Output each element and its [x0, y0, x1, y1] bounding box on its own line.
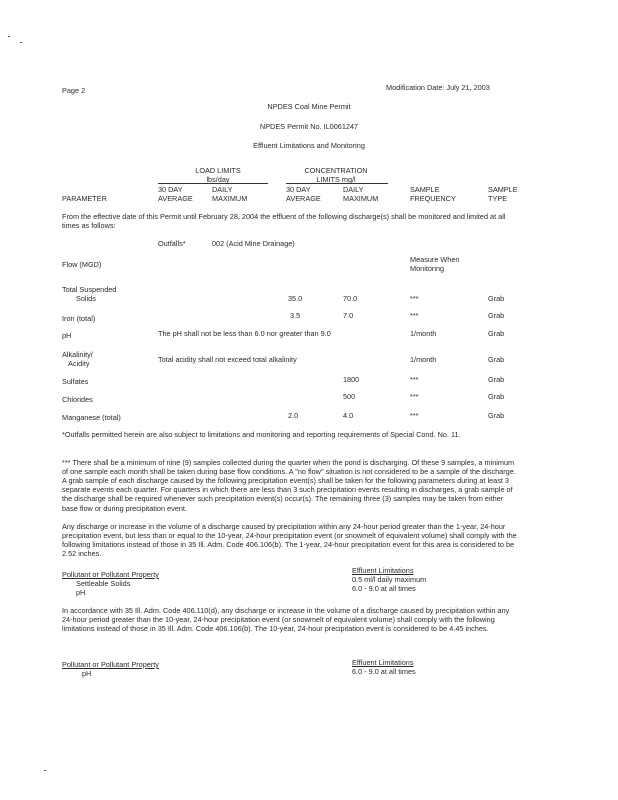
table-cell-freq: ***	[410, 375, 419, 384]
page-number: Page 2	[62, 86, 86, 95]
permit-title: NPDES Coal Mine Permit	[267, 102, 351, 111]
table-cell-freq: ***	[410, 411, 419, 420]
effluent-limits-block-1: Effluent Limitations 0.5 ml/l daily maximum 6.0 - 9.0 at all times	[352, 566, 427, 594]
table-cell-type: Grab	[488, 311, 505, 320]
table-cell-avg: 35.0	[288, 294, 303, 303]
table-row-param: Iron (total)	[62, 314, 96, 323]
table-cell-freq: 1/month	[410, 355, 437, 364]
concentration-rule	[286, 183, 388, 184]
table-row-param: Total Suspended Solids	[62, 285, 117, 304]
table-cell-type: Grab	[488, 392, 505, 401]
table-cell-note: Total acidity shall not exceed total alkalinity	[158, 355, 297, 364]
permit-number: NPDES Permit No. IL0061247	[259, 122, 359, 131]
conc-max-heading: DAILY MAXIMUM	[343, 185, 379, 204]
precipitation-paragraph-10yr: In accordance with 35 Ill. Adm. Code 406.110(d), any discharge or increase in the volume of a discharge caused by precipitation within any 24-hour period greater than the 10-year, 24-hour precipitation event (or snowmelt of equivalent volume) shall comply with the following limitations instead of those in 35 Ill. Adm. Code 406.106(b). The 10-year, 24-hour precipitation event is considered to be 4.45 inches.	[62, 606, 510, 634]
table-cell-max: 70.0	[343, 294, 358, 303]
type-heading: SAMPLE TYPE	[488, 185, 518, 204]
precipitation-paragraph-1yr: Any discharge or increase in the volume of a discharge caused by precipitation within any 24-hour period greater than the 1-year, 24-hour precipitation event, but less than or equal to the 10-year, 24-hour precipitation event (or snowmelt of equivalent volume) shall comply with the following limitations instead of those in 35 Ill. Adm. Code 406.106(b). The 1-year, 24-hour precipitation event for this area is considered to be 2.52 inches.	[62, 522, 517, 559]
table-row-param: Manganese (total)	[62, 413, 121, 422]
table-cell-type: Grab	[488, 411, 505, 420]
table-row-param: pH	[62, 331, 72, 340]
parameter-heading: PARAMETER	[62, 194, 107, 203]
load-limits-rule	[158, 183, 268, 184]
flow-measure: Measure When Monitoring	[410, 255, 460, 274]
outfall-label: Outfalls*	[158, 239, 186, 248]
table-cell-type: Grab	[488, 355, 505, 364]
table-cell-freq: ***	[410, 311, 419, 320]
table-cell-type: Grab	[488, 375, 505, 384]
table-cell-freq: ***	[410, 392, 419, 401]
load-avg-heading: 30 DAY AVERAGE	[158, 185, 193, 204]
table-row-param: Chlorides	[62, 395, 93, 404]
pollutant-block-2: Pollutant or Pollutant Property pH	[62, 660, 159, 679]
table-cell-avg: 2.0	[288, 411, 299, 420]
table-cell-avg: 3.5	[290, 311, 301, 320]
table-cell-max: 1800	[343, 375, 360, 384]
table-cell-max: 500	[343, 392, 356, 401]
concentration-heading: CONCENTRATION LIMITS mg/l	[304, 166, 368, 185]
pollutant-block-1: Pollutant or Pollutant Property Settleable Solids pH	[62, 570, 159, 598]
modification-date: Modification Date: July 21, 2003	[386, 83, 490, 92]
outfall-value: 002 (Acid Mine Drainage)	[212, 239, 295, 248]
scan-speck	[44, 770, 46, 771]
table-cell-max: 4.0	[343, 411, 354, 420]
intro-paragraph: From the effective date of this Permit until February 28, 2004 the effluent of the following discharge(s) shall be monitored and limited at all times as follows:	[62, 212, 506, 231]
load-max-heading: DAILY MAXIMUM	[212, 185, 248, 204]
effluent-limits-block-2: Effluent Limitations 6.0 - 9.0 at all times	[352, 658, 416, 677]
samples-footnote: *** There shall be a minimum of nine (9) samples collected during the quarter when the pond is discharging. Of these 9 samples, a minimum of one sample each month shall be taken during base flow conditions. A "no flow" situation is not considered to be a sample of the discharge. A grab sample of each discharge caused by the following precipitation event(s) shall be taken for the following parameters during at least 3 separate events each quarter. For quarters in which there are less than 3 such precipitation events resulting in discharges, a grab sample of the discharge shall be required whenever such precipitation event(s) occur(s). The remaining three (3) samples may be taken from either base flow or during precipitation event.	[62, 458, 516, 513]
table-row-param: Alkalinity/ Acidity	[62, 350, 93, 369]
load-limits-heading: LOAD LIMITS lbs/day	[195, 166, 241, 185]
table-cell-max: 7.0	[343, 311, 354, 320]
scan-speck	[20, 42, 22, 43]
table-cell-freq: 1/month	[410, 329, 437, 338]
outfalls-footnote: *Outfalls permitted herein are also subject to limitations and monitoring and reporting requirements of Special Cond. No. 11.	[62, 430, 461, 439]
conc-avg-heading: 30 DAY AVERAGE	[286, 185, 321, 204]
scan-speck	[8, 36, 10, 37]
table-cell-type: Grab	[488, 294, 505, 303]
table-row-param: Sulfates	[62, 377, 89, 386]
flow-label: Flow (MGD)	[62, 260, 102, 269]
table-cell-type: Grab	[488, 329, 505, 338]
frequency-heading: SAMPLE FREQUENCY	[410, 185, 456, 204]
section-title: Effluent Limitations and Monitoring	[253, 141, 365, 150]
table-cell-note: The pH shall not be less than 6.0 nor greater than 9.0	[158, 329, 331, 338]
table-cell-freq: ***	[410, 294, 419, 303]
